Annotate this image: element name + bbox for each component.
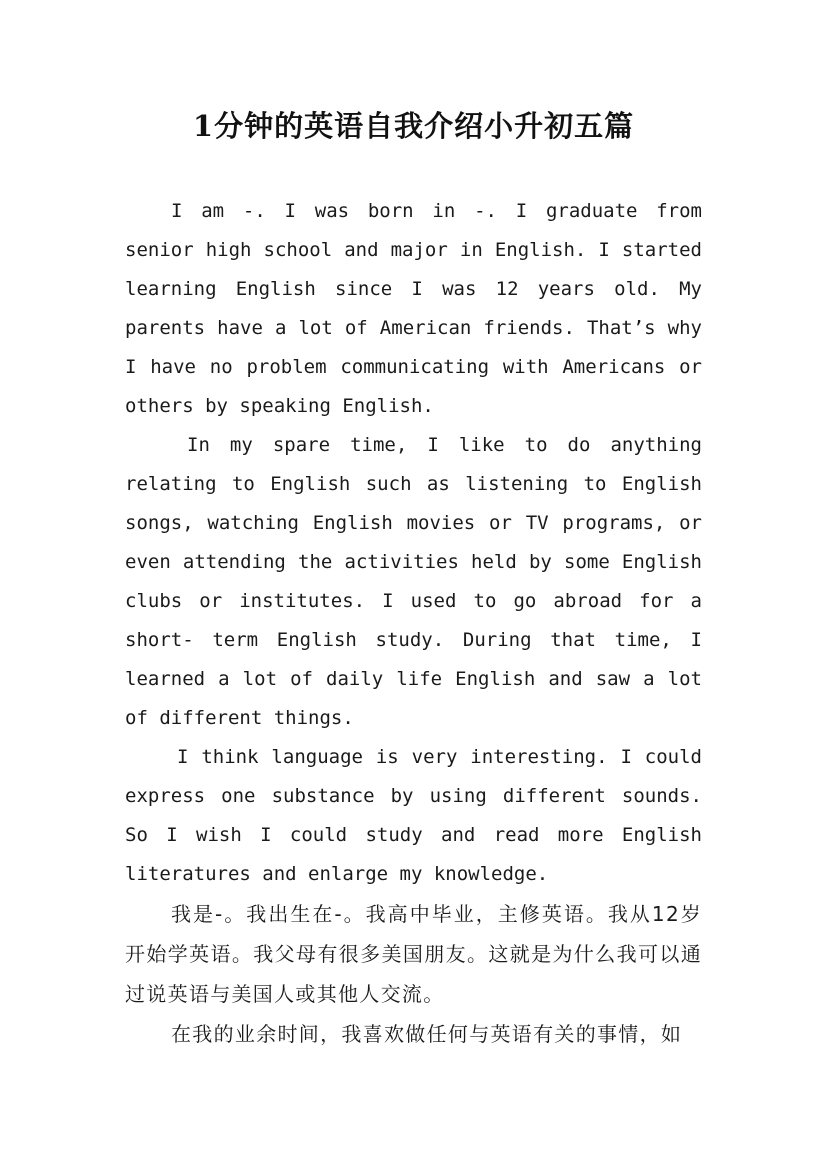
paragraph-language: I think language is very interesting. I could express one substance by using different sounds. So I wish I could study and read more English literatures and enlarge my knowledge. <box>125 746 702 885</box>
paragraph-spare-time: In my spare time, I like to do anything relating to English such as listening to English songs, watching English movies or TV programs, or even attending the activities held by some English clubs or institutes. I used to go abroad for a short- term English study. During that time, I learned a lot of daily life English and saw a lot of different things. <box>125 434 702 729</box>
paragraph-chinese-spare-time: 在我的业余时间，我喜欢做任何与英语有关的事情，如 <box>171 1022 683 1046</box>
document-body <box>125 192 702 1054</box>
paragraph-chinese-intro: 我是-。我出生在-。我高中毕业，主修英语。我从12岁开始学英语。我父母有很多美国朋友。这就是为什么我可以通过说英语与美国人或其他人交流。 <box>125 902 702 1006</box>
page-title: 1分钟的英语自我介绍小升初五篇 <box>192 109 635 143</box>
paragraph-intro: I am -. I was born in -. I graduate from senior high school and major in English. I started learning English since I was 12 years old. My parents have a lot of American friends. That’s why I have no problem communicating with Americans or others by speaking English. <box>125 200 702 417</box>
